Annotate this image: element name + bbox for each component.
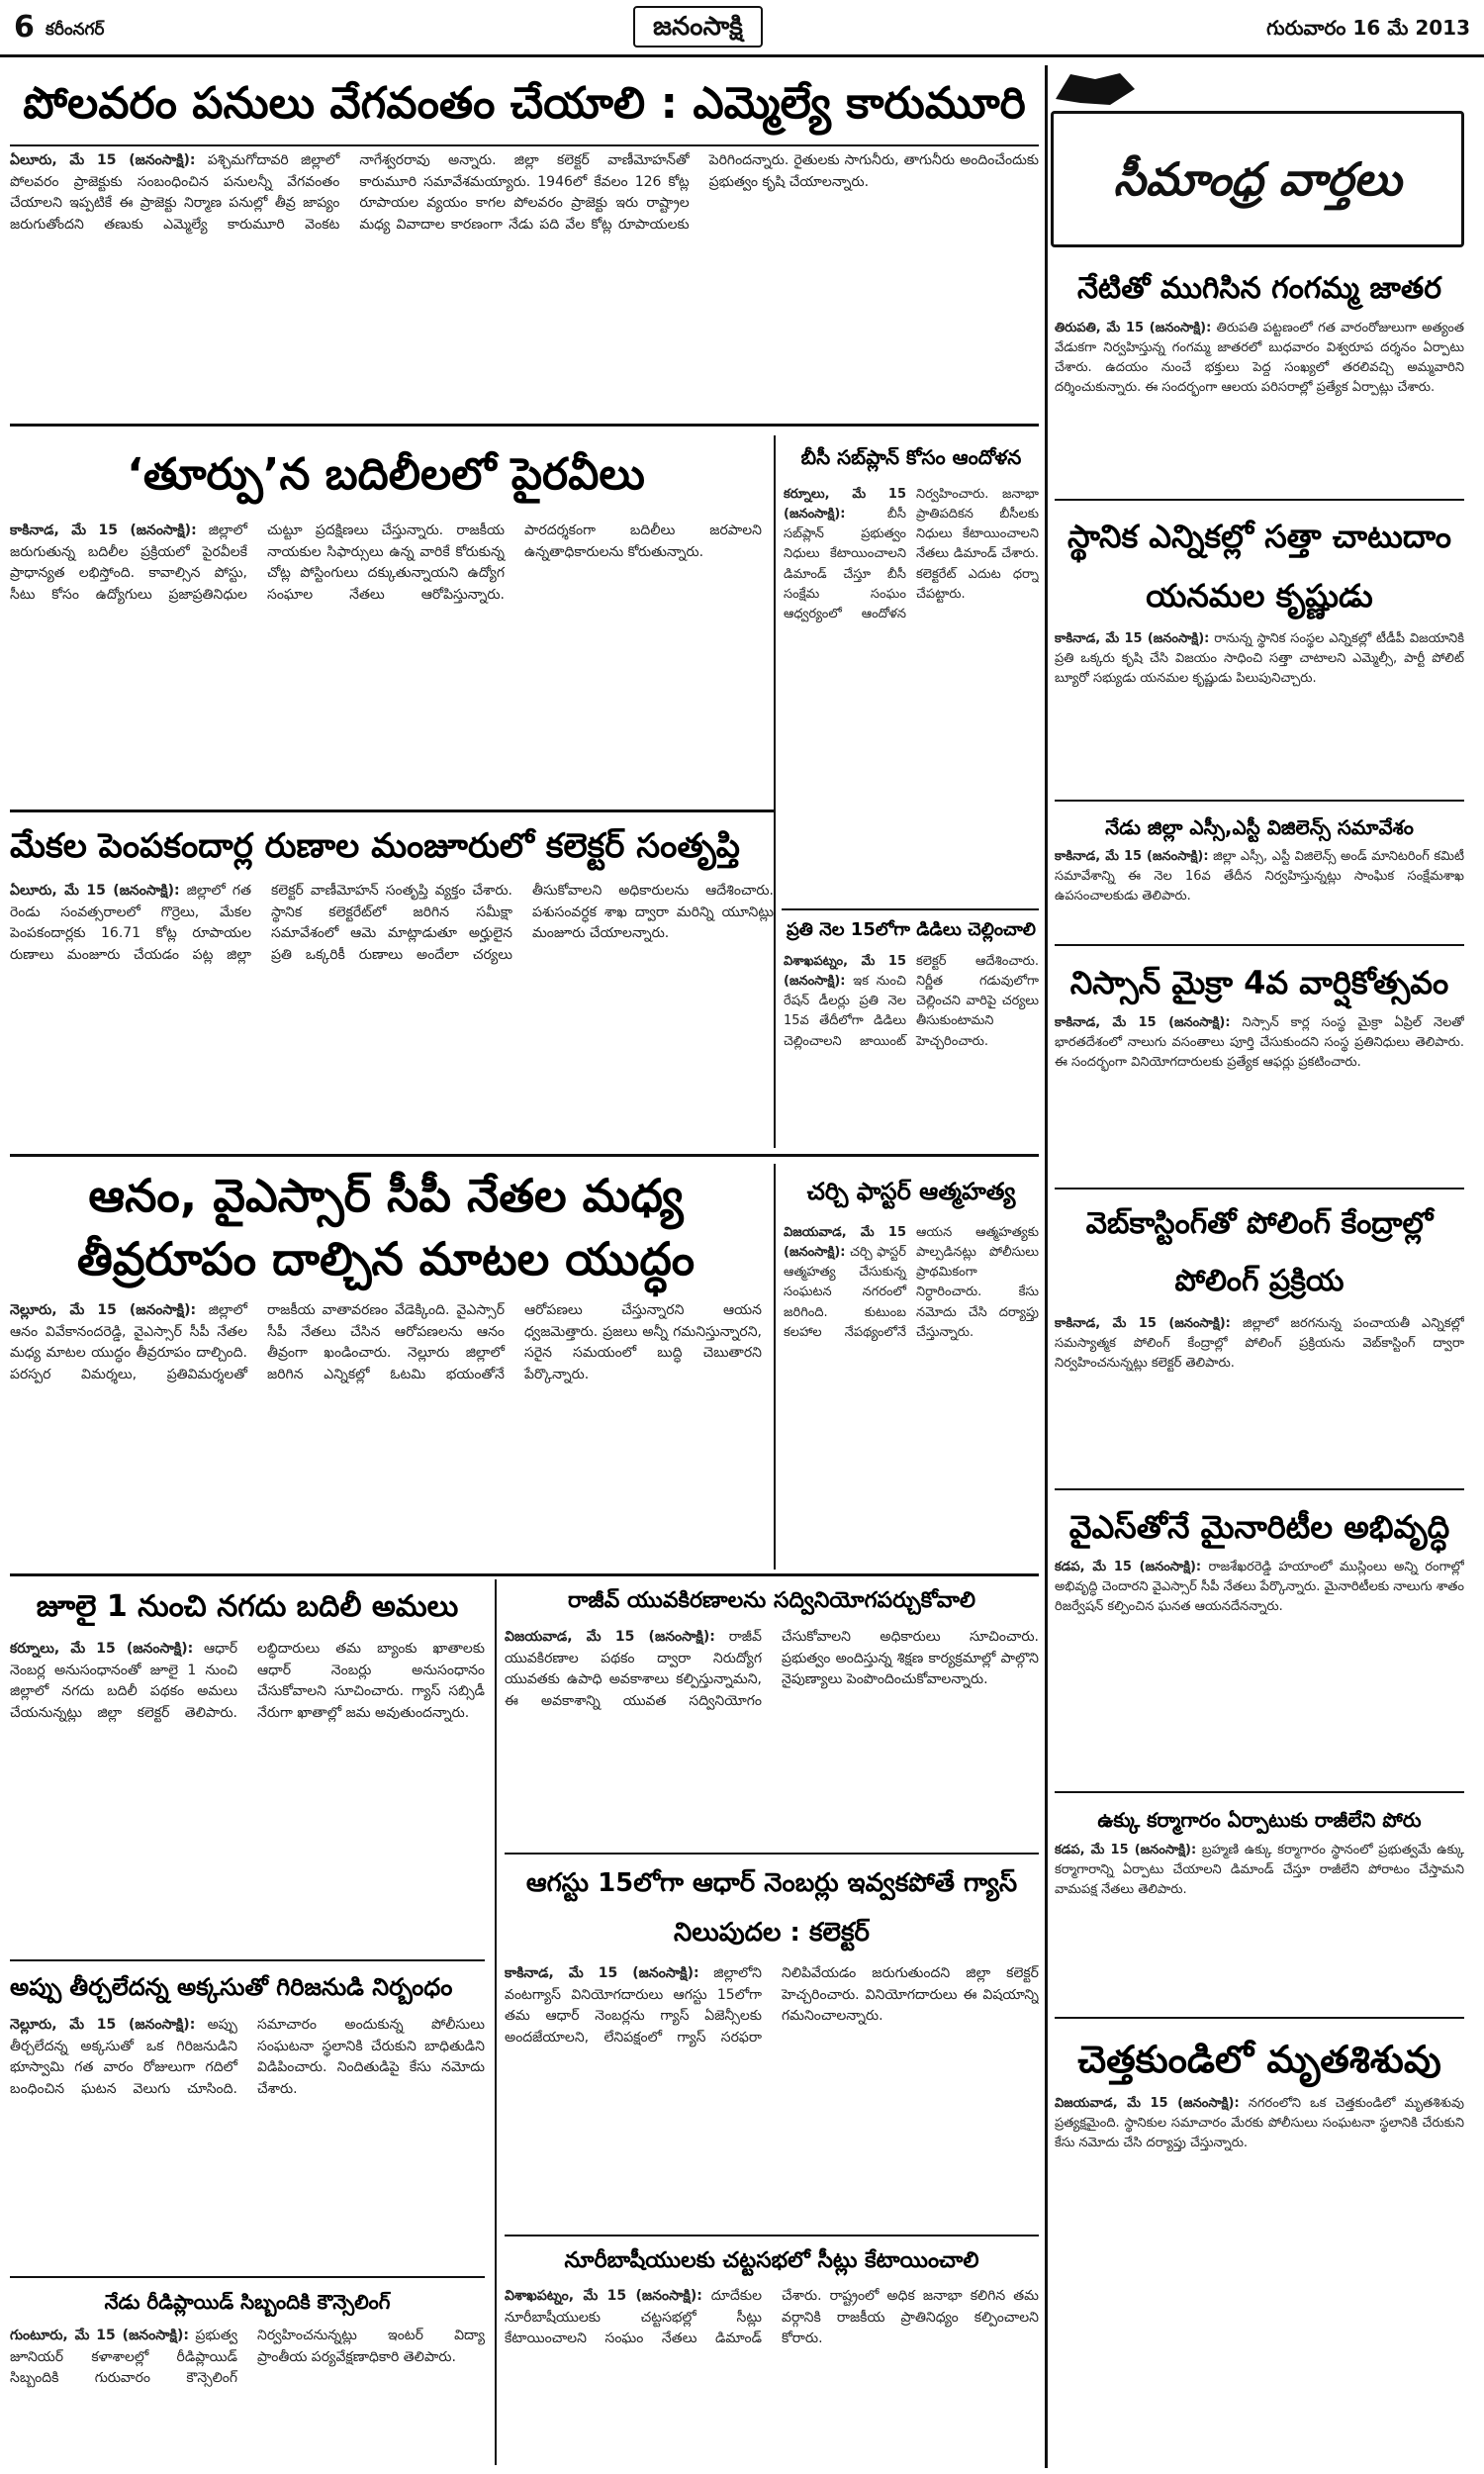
- edition-name: కరీంనగర్: [46, 20, 105, 40]
- divider: [10, 809, 774, 812]
- divider: [1055, 2017, 1464, 2019]
- anam-headline: ఆనం, వైఎస్సార్ సీపీ నేతల మధ్య తీవ్రరూపం దాల్చిన మాటల యుద్ధం: [76, 1169, 696, 1285]
- sheep-headline: మేకల పెంపకందార్ల రుణాల మంజూరులో కలెక్టర్ సంతృప్తి: [10, 826, 740, 866]
- sidebar-headline: వైఎస్‌తోనే మైనారిటీల అభివృద్ధి: [1068, 1508, 1450, 1546]
- cash-transfer-headline: జూలై 1 నుంచి నగదు బదిలీ అమలు: [36, 1589, 459, 1624]
- seemandhra-news-banner: సీమాంధ్ర వార్తలు: [1051, 111, 1464, 247]
- article-body: జిల్లా ఎస్సీ, ఎస్టీ విజిలెన్స్ అండ్ మానిటరింగ్ కమిటీ సమావేశాన్ని ఈ నెల 16వ తేదీన నిర్వహిస్తున్నట్లు సాంఘిక సంక్షేమశాఖ ఉపసంచాలకుడు తెలిపారు.: [1055, 849, 1464, 904]
- divider: [10, 2276, 485, 2278]
- counselling-article: [10, 2326, 485, 2464]
- nurbasha-headline: నూరీబాషీయులకు చట్టసభలో సీట్లు కేటాయించాలి: [564, 2248, 979, 2273]
- nurbasha-article: [505, 2286, 1039, 2464]
- polavaram-article: [10, 150, 1039, 418]
- article-body: బ్రహ్మణి ఉక్కు కర్మాగారం స్థానంలో ప్రభుత్వమే ఉక్కు కర్మాగారాన్ని ఏర్పాటు చేయాలని డిమాండ్ చేస్తూ రాజీలేని పోరాటం చేస్తామని వామపక్ష నేతలు తెలిపారు.: [1055, 1843, 1464, 1898]
- divider: [1055, 499, 1464, 501]
- aadhaar-gas-article: [505, 1963, 1039, 2231]
- dateline: కాకినాడ, మే 15 (జనంసాక్షి):: [1055, 849, 1209, 864]
- sidebar-article: [1055, 1314, 1464, 1482]
- rajiv-yuva-article: [505, 1627, 1039, 1847]
- divider: [774, 1164, 776, 1570]
- divider: [10, 1154, 1039, 1157]
- dateline: కర్నూలు, మే 15 (జనంసాక్షి):: [10, 1641, 194, 1657]
- sidebar-article: [1055, 1841, 1464, 2011]
- dateline: నెల్లూరు, మే 15 (జనంసాక్షి):: [10, 1302, 197, 1318]
- divider: [495, 1579, 497, 2465]
- divider: [10, 424, 1039, 427]
- masthead-logo: జనంసాక్షి: [633, 6, 763, 48]
- sidebar-article: [1055, 2094, 1464, 2213]
- article-body: పశ్చిమగోదావరి జిల్లాలో పోలవరం ప్రాజెక్టుకు సంబంధించిన పనులన్నీ వేగవంతం చేయాలని ఇప్పటికే ఈ ప్రాజెక్టు నిర్మాణ పనుల్లో తీవ్ర జాప్యం జరుగుతోందని తణుకు ఎమ్మెల్యే కారుమూరి వెంకట నాగేశ్వరరావు అన్నారు. జిల్లా కలెక్టర్ వాణీమోహన్‌తో కారుమూరి సమావేశమయ్యారు. 1946లో కేవలం 126 కోట్ల రూపాయల వ్యయం కాగల పోలవరం ప్రాజెక్టు ఇరు రాష్ట్రాల మధ్య వివాదాల కారణంగా నేడు పది వేల కోట్ల రూపాయలకు పెరిగిందన్నారు. రైతులకు సాగునీరు, తాగునీరు అందించేందుకు ప్రభుత్వం కృషి చేయాలన్నారు.: [10, 152, 1039, 234]
- debt-article: [10, 2015, 485, 2272]
- article-body: జిల్లాలో ఆనం వివేకానందరెడ్డి, వైఎస్సార్ సీపీ నేతల మధ్య మాటల యుద్ధం తీవ్రరూపం దాల్చింది. పరస్పర విమర్శలు, ప్రతివిమర్శలతో రాజకీయ వాతావరణం వేడెక్కింది. వైఎస్సార్ సీపీ నేతలు చేసిన ఆరోపణలను ఆనం తీవ్రంగా ఖండించారు. నెల్లూరు జిల్లాలో జరిగిన ఎన్నికల్లో ఓటమి భయంతోనే ఆరోపణలు చేస్తున్నారని ఆయన ధ్వజమెత్తారు. ప్రజలు అన్నీ గమనిస్తున్నారని, సరైన సమయంలో బుద్ధి చెబుతారని పేర్కొన్నారు.: [10, 1302, 762, 1383]
- counselling-headline: నేడు రీడిప్లాయిడ్ సిబ్బందికి కౌన్సెలింగ్: [104, 2290, 391, 2314]
- divider: [1055, 1188, 1464, 1189]
- divider: [1055, 1488, 1464, 1490]
- dateline: కడప, మే 15 (జనంసాక్షి):: [1055, 1560, 1202, 1574]
- sidebar-headline: వెబ్‌కాస్టింగ్‌తో పోలింగ్ కేంద్రాల్లో పోలింగ్ ప్రక్రియ: [1085, 1206, 1434, 1298]
- article-body: రాజీవ్ యువకిరణాల పథకం ద్వారా నిరుద్యోగ యువతకు ఉపాధి అవకాశాలు కల్పిస్తున్నామని, ఈ అవకాశాన్ని యువత సద్వినియోగం చేసుకోవాలని అధికారులు సూచించారు. ప్రభుత్వం అందిస్తున్న శిక్షణ కార్యక్రమాల్లో పాల్గొని నైపుణ్యాలు పెంపొందించుకోవాలన్నారు.: [505, 1629, 1039, 1710]
- divider: [505, 2235, 1039, 2236]
- cash-transfer-article: [10, 1639, 485, 1955]
- sidebar-headline: ఉక్కు కర్మాగారం ఏర్పాటుకు రాజీలేని పోరు: [1097, 1808, 1422, 1832]
- debt-headline: అప్పు తీర్చలేదన్న అక్కసుతో గిరిజనుడి నిర్బంధం: [10, 1973, 453, 2001]
- dateline: నెల్లూరు, మే 15 (జనంసాక్షి):: [10, 2017, 196, 2033]
- page-number: 6: [14, 10, 35, 45]
- sidebar-headline: నేటితో ముగిసిన గంగమ్మ జాతర: [1076, 271, 1442, 306]
- article-body: దూదేకుల నూరీబాషీయులకు చట్టసభల్లో సీట్లు కేటాయించాలని సంఘం నేతలు డిమాండ్ చేశారు. రాష్ట్రంలో అధిక జనాభా కలిగిన తమ వర్గానికి రాజకీయ ప్రాతినిధ్యం కల్పించాలని కోరారు.: [505, 2288, 1039, 2347]
- sidebar-article: [1055, 1558, 1464, 1785]
- sidebar-headline: చెత్తకుండిలో మృతశిశువు: [1077, 2038, 1441, 2081]
- divider: [10, 1573, 1039, 1576]
- article-body: జిల్లాలోని వంటగ్యాస్ వినియోగదారులు ఆగస్టు 15లోగా తమ ఆధార్ నెంబర్లను గ్యాస్ ఏజెన్సీలకు అందజేయాలని, లేనిపక్షంలో గ్యాస్ సరఫరా నిలిపివేయడం జరుగుతుందని జిల్లా కలెక్టర్ హెచ్చరించారు. వినియోగదారులు ఈ విషయాన్ని గమనించాలన్నారు.: [505, 1965, 1039, 2046]
- divider: [10, 144, 1039, 146]
- dateline: విజయవాడ, మే 15 (జనంసాక్షి):: [784, 1225, 906, 1261]
- sidebar-article: [1055, 1013, 1464, 1182]
- polavaram-headline: పోలవరం పనులు వేగవంతం చేయాలి : ఎమ్మెల్యే కారుమూరి: [23, 78, 1026, 129]
- dateline: ఏలూరు, మే 15 (జనంసాక్షి):: [10, 152, 196, 168]
- sidebar-headline: నేడు జిల్లా ఎస్సీ,ఎస్టీ విజిలెన్స్ సమావేశం: [1105, 815, 1414, 839]
- aadhaar-gas-headline: ఆగస్టు 15లోగా ఆధార్ నెంబర్లు ఇవ్వకపోతే గ్యాస్ నిలుపుదల : కలెక్టర్: [525, 1868, 1018, 1948]
- divider: [1055, 944, 1464, 946]
- divider: [782, 908, 1039, 910]
- andhra-map-icon: [1051, 69, 1466, 109]
- article-body: ప్రభుత్వ జూనియర్ కళాశాలల్లో రీడిప్లాయిడ్ సిబ్బందికి గురువారం కౌన్సెలింగ్ నిర్వహించనున్నట్లు ఇంటర్ విద్యా ప్రాంతీయ పర్యవేక్షణాధికారి తెలిపారు.: [10, 2328, 485, 2387]
- dateline: ఏలూరు, మే 15 (జనంసాక్షి):: [10, 883, 180, 899]
- article-body: రాజశేఖరరెడ్డి హయాంలో ముస్లింలు అన్ని రంగాల్లో అభివృద్ధి చెందారని వైఎస్సార్ సీపీ నేతలు పేర్కొన్నారు. మైనారిటీలకు నాలుగు శాతం రిజర్వేషన్ కల్పించిన ఘనత ఆయనదేనన్నారు.: [1055, 1560, 1464, 1615]
- pastor-headline: చర్చి ఫాస్టర్ ఆత్మహత్య: [806, 1178, 1016, 1205]
- sidebar-article: [1055, 629, 1464, 794]
- dd-headline: ప్రతి నెల 15లోగా డిడిలు చెల్లించాలి: [786, 919, 1037, 940]
- sidebar-headline: స్థానిక ఎన్నికల్లో సత్తా చాటుదాం యనమల కృష్ణుడు: [1067, 518, 1451, 615]
- sidebar-article: [1055, 847, 1464, 938]
- bc-subplan-article: [784, 485, 1039, 901]
- anam-article: [10, 1300, 762, 1568]
- article-body: తిరుపతి పట్టణంలో గత వారంరోజులుగా అత్యంత వేడుకగా నిర్వహిస్తున్న గంగమ్మ జాతరలో బుధవారం విశ్వరూప దర్శనం ఏర్పాటు చేశారు. ఉదయం నుంచే భక్తులు పెద్ద సంఖ్యలో తరలివచ్చి అమ్మవారిని దర్శించుకున్నారు. ఈ సందర్భంగా ఆలయ పరిసరాల్లో ప్రత్యేక ఏర్పాట్లు చేశారు.: [1055, 321, 1464, 396]
- article-body: ఆధార్ నెంబర్ల అనుసంధానంతో జూలై 1 నుంచి జిల్లాలో నగదు బదిలీ పథకం అమలు చేయనున్నట్లు జిల్లా కలెక్టర్ తెలిపారు. లబ్ధిదారులు తమ బ్యాంకు ఖాతాలకు ఆధార్ నెంబర్లు అనుసంధానం చేసుకోవాలని సూచించారు. గ్యాస్ సబ్సిడీ నేరుగా ఖాతాల్లో జమ అవుతుందన్నారు.: [10, 1641, 485, 1722]
- sidebar-stories: [1055, 259, 1464, 2462]
- rajiv-yuva-headline: రాజీవ్ యువకిరణాలను సద్వినియోగపర్చుకోవాలి: [567, 1588, 976, 1613]
- dateline: కాకినాడ, మే 15 (జనంసాక్షి):: [505, 1965, 699, 1981]
- dateline: కాకినాడ, మే 15 (జనంసాక్షి):: [1055, 1316, 1231, 1331]
- page-folio: [0, 0, 1484, 57]
- article-body: జిల్లాలో గత రెండు సంవత్సరాలలో గొర్రెలు, మేకల పెంపకందార్లకు 16.71 కోట్ల రూపాయల రుణాలు మంజూరు చేయడం పట్ల జిల్లా కలెక్టర్ వాణీమోహన్ సంతృప్తి వ్యక్తం చేశారు. స్థానిక కలెక్టరేట్‌లో జరిగిన సమీక్షా సమావేశంలో ఆమె మాట్లాడుతూ అర్హులైన ప్రతి ఒక్కరికీ రుణాలు అందేలా చర్యలు తీసుకోవాలని అధికారులను ఆదేశించారు. పశుసంవర్ధక శాఖ ద్వారా మరిన్ని యూనిట్లు మంజూరు చేయాలన్నారు.: [10, 883, 774, 964]
- dateline: గుంటూరు, మే 15 (జనంసాక్షి):: [10, 2328, 189, 2343]
- dateline: కాకినాడ, మే 15 (జనంసాక్షి):: [1055, 1015, 1231, 1030]
- dateline: కర్నూలు, మే 15 (జనంసాక్షి):: [784, 487, 906, 523]
- dateline: కడప, మే 15 (జనంసాక్షి):: [1055, 1843, 1197, 1857]
- dd-article: [784, 952, 1039, 1150]
- dateline: విజయవాడ, మే 15 (జనంసాక్షి):: [1055, 2096, 1240, 2111]
- article-body: జిల్లాలో జరుగుతున్న బదిలీల ప్రక్రియలో పైరవీలకే ప్రాధాన్యత లభిస్తోంది. కావాల్సిన పోస్టు, సీటు కోసం ఉద్యోగులు ప్రజాప్రతినిధుల చుట్టూ ప్రదక్షిణలు చేస్తున్నారు. రాజకీయ నాయకుల సిఫార్సులు ఉన్న వారికే కోరుకున్న చోట్ల పోస్టింగులు దక్కుతున్నాయని ఉద్యోగ సంఘాల నేతలు ఆరోపిస్తున్నారు. పారదర్శకంగా బదిలీలు జరపాలని ఉన్నతాధికారులను కోరుతున్నారు.: [10, 523, 762, 604]
- dateline: విశాఖపట్నం, మే 15 (జనంసాక్షి):: [784, 954, 906, 990]
- dateline: విజయవాడ, మే 15 (జనంసాక్షి):: [505, 1629, 715, 1645]
- dateline: కాకినాడ, మే 15 (జనంసాక్షి):: [10, 523, 197, 538]
- article-body: ఇక నుంచి రేషన్ డీలర్లు ప్రతి నెల 15వ తేదీలోగా డిడిలు చెల్లించాలని జాయింట్ కలెక్టర్ ఆదేశించారు. నిర్ణీత గడువులోగా చెల్లించని వారిపై చర్యలు తీసుకుంటామని హెచ్చరించారు.: [784, 954, 1039, 1049]
- divider: [505, 1853, 1039, 1855]
- article-body: అప్పు తీర్చలేదన్న అక్కసుతో ఒక గిరిజనుడిని భూస్వామి గత వారం రోజులుగా గదిలో బంధించిన ఘటన వెలుగు చూసింది. సమాచారం అందుకున్న పోలీసులు సంఘటనా స్థలానికి చేరుకుని బాధితుడిని విడిపించారు. నిందితుడిపై కేసు నమోదు చేశారు.: [10, 2017, 485, 2098]
- article-body: చర్చి ఫాస్టర్ ఆత్మహత్య చేసుకున్న సంఘటన నగరంలో జరిగింది. కుటుంబ కలహాల నేపథ్యంలోనే ఆయన ఆత్మహత్యకు పాల్పడినట్లు పోలీసులు ప్రాథమికంగా నిర్ధారించారు. కేసు నమోదు చేసి దర్యాప్తు చేస్తున్నారు.: [784, 1225, 1039, 1340]
- article-body: నిస్సాన్ కార్ల సంస్థ మైక్రా ఏప్రిల్ నెలతో భారతదేశంలో నాలుగు వసంతాలు పూర్తి చేసుకుందని సంస్థ ప్రతినిధులు తెలిపారు. ఈ సందర్భంగా వినియోగదారులకు ప్రత్యేక ఆఫర్లు ప్రకటించారు.: [1055, 1015, 1464, 1071]
- article-body: రానున్న స్థానిక సంస్థల ఎన్నికల్లో టీడీపీ విజయానికి ప్రతి ఒక్కరు కృషి చేసి విజయం సాధించి సత్తా చాటాలని ఎమ్మెల్సీ, పార్టీ పోలిట్ బ్యూరో సభ్యుడు యనమల కృష్ణుడు పిలుపునిచ్చారు.: [1055, 631, 1464, 687]
- sidebar-headline: నిస్సాన్ మైక్రా 4వ వార్షికోత్సవం: [1069, 964, 1449, 1001]
- sheep-article: [10, 881, 774, 1142]
- bc-subplan-headline: బీసీ సబ్‌ప్లాన్ కోసం ఆందోళన: [800, 445, 1022, 469]
- dateline: విశాఖపట్నం, మే 15 (జనంసాక్షి):: [505, 2288, 702, 2304]
- divider: [1055, 1791, 1464, 1793]
- dateline: కాకినాడ, మే 15 (జనంసాక్షి):: [1055, 631, 1210, 646]
- pastor-article: [784, 1223, 1039, 1568]
- divider: [10, 1959, 485, 1961]
- sidebar-article: [1055, 319, 1464, 493]
- transfers-article: [10, 521, 762, 802]
- article-body: నగరంలోని ఒక చెత్తకుండిలో మృతశిశువు ప్రత్యక్షమైంది. స్థానికుల సమాచారం మేరకు పోలీసులు సంఘటనా స్థలానికి చేరుకుని కేసు నమోదు చేసి దర్యాప్తు చేస్తున్నారు.: [1055, 2096, 1464, 2151]
- transfers-headline: ‘తూర్పు’న బదిలీలలో పైరవీలు: [127, 449, 645, 500]
- dateline: తిరుపతి, మే 15 (జనంసాక్షి):: [1055, 321, 1212, 335]
- issue-date: గురువారం 16 మే 2013: [1266, 16, 1470, 40]
- article-body: జిల్లాలో జరగనున్న పంచాయతీ ఎన్నికల్లో సమస్యాత్మక పోలింగ్ కేంద్రాల్లో పోలింగ్ ప్రక్రియను వెబ్‌కాస్టింగ్ ద్వారా నిర్వహించనున్నట్లు కలెక్టర్ తెలిపారు.: [1055, 1316, 1464, 1372]
- divider: [774, 435, 776, 1148]
- divider: [1055, 800, 1464, 802]
- article-body: బీసీ సబ్‌ప్లాన్ ప్రభుత్వం నిధులు కేటాయించాలని డిమాండ్ చేస్తూ బీసీ సంక్షేమ సంఘం ఆధ్వర్యంలో ఆందోళన నిర్వహించారు. జనాభా ప్రాతిపదికన బీసీలకు నిధులు కేటాయించాలని నేతలు డిమాండ్ చేశారు. కలెక్టరేట్ ఎదుట ధర్నా చేపట్టారు.: [784, 487, 1039, 621]
- sidebar-divider: [1045, 65, 1048, 2468]
